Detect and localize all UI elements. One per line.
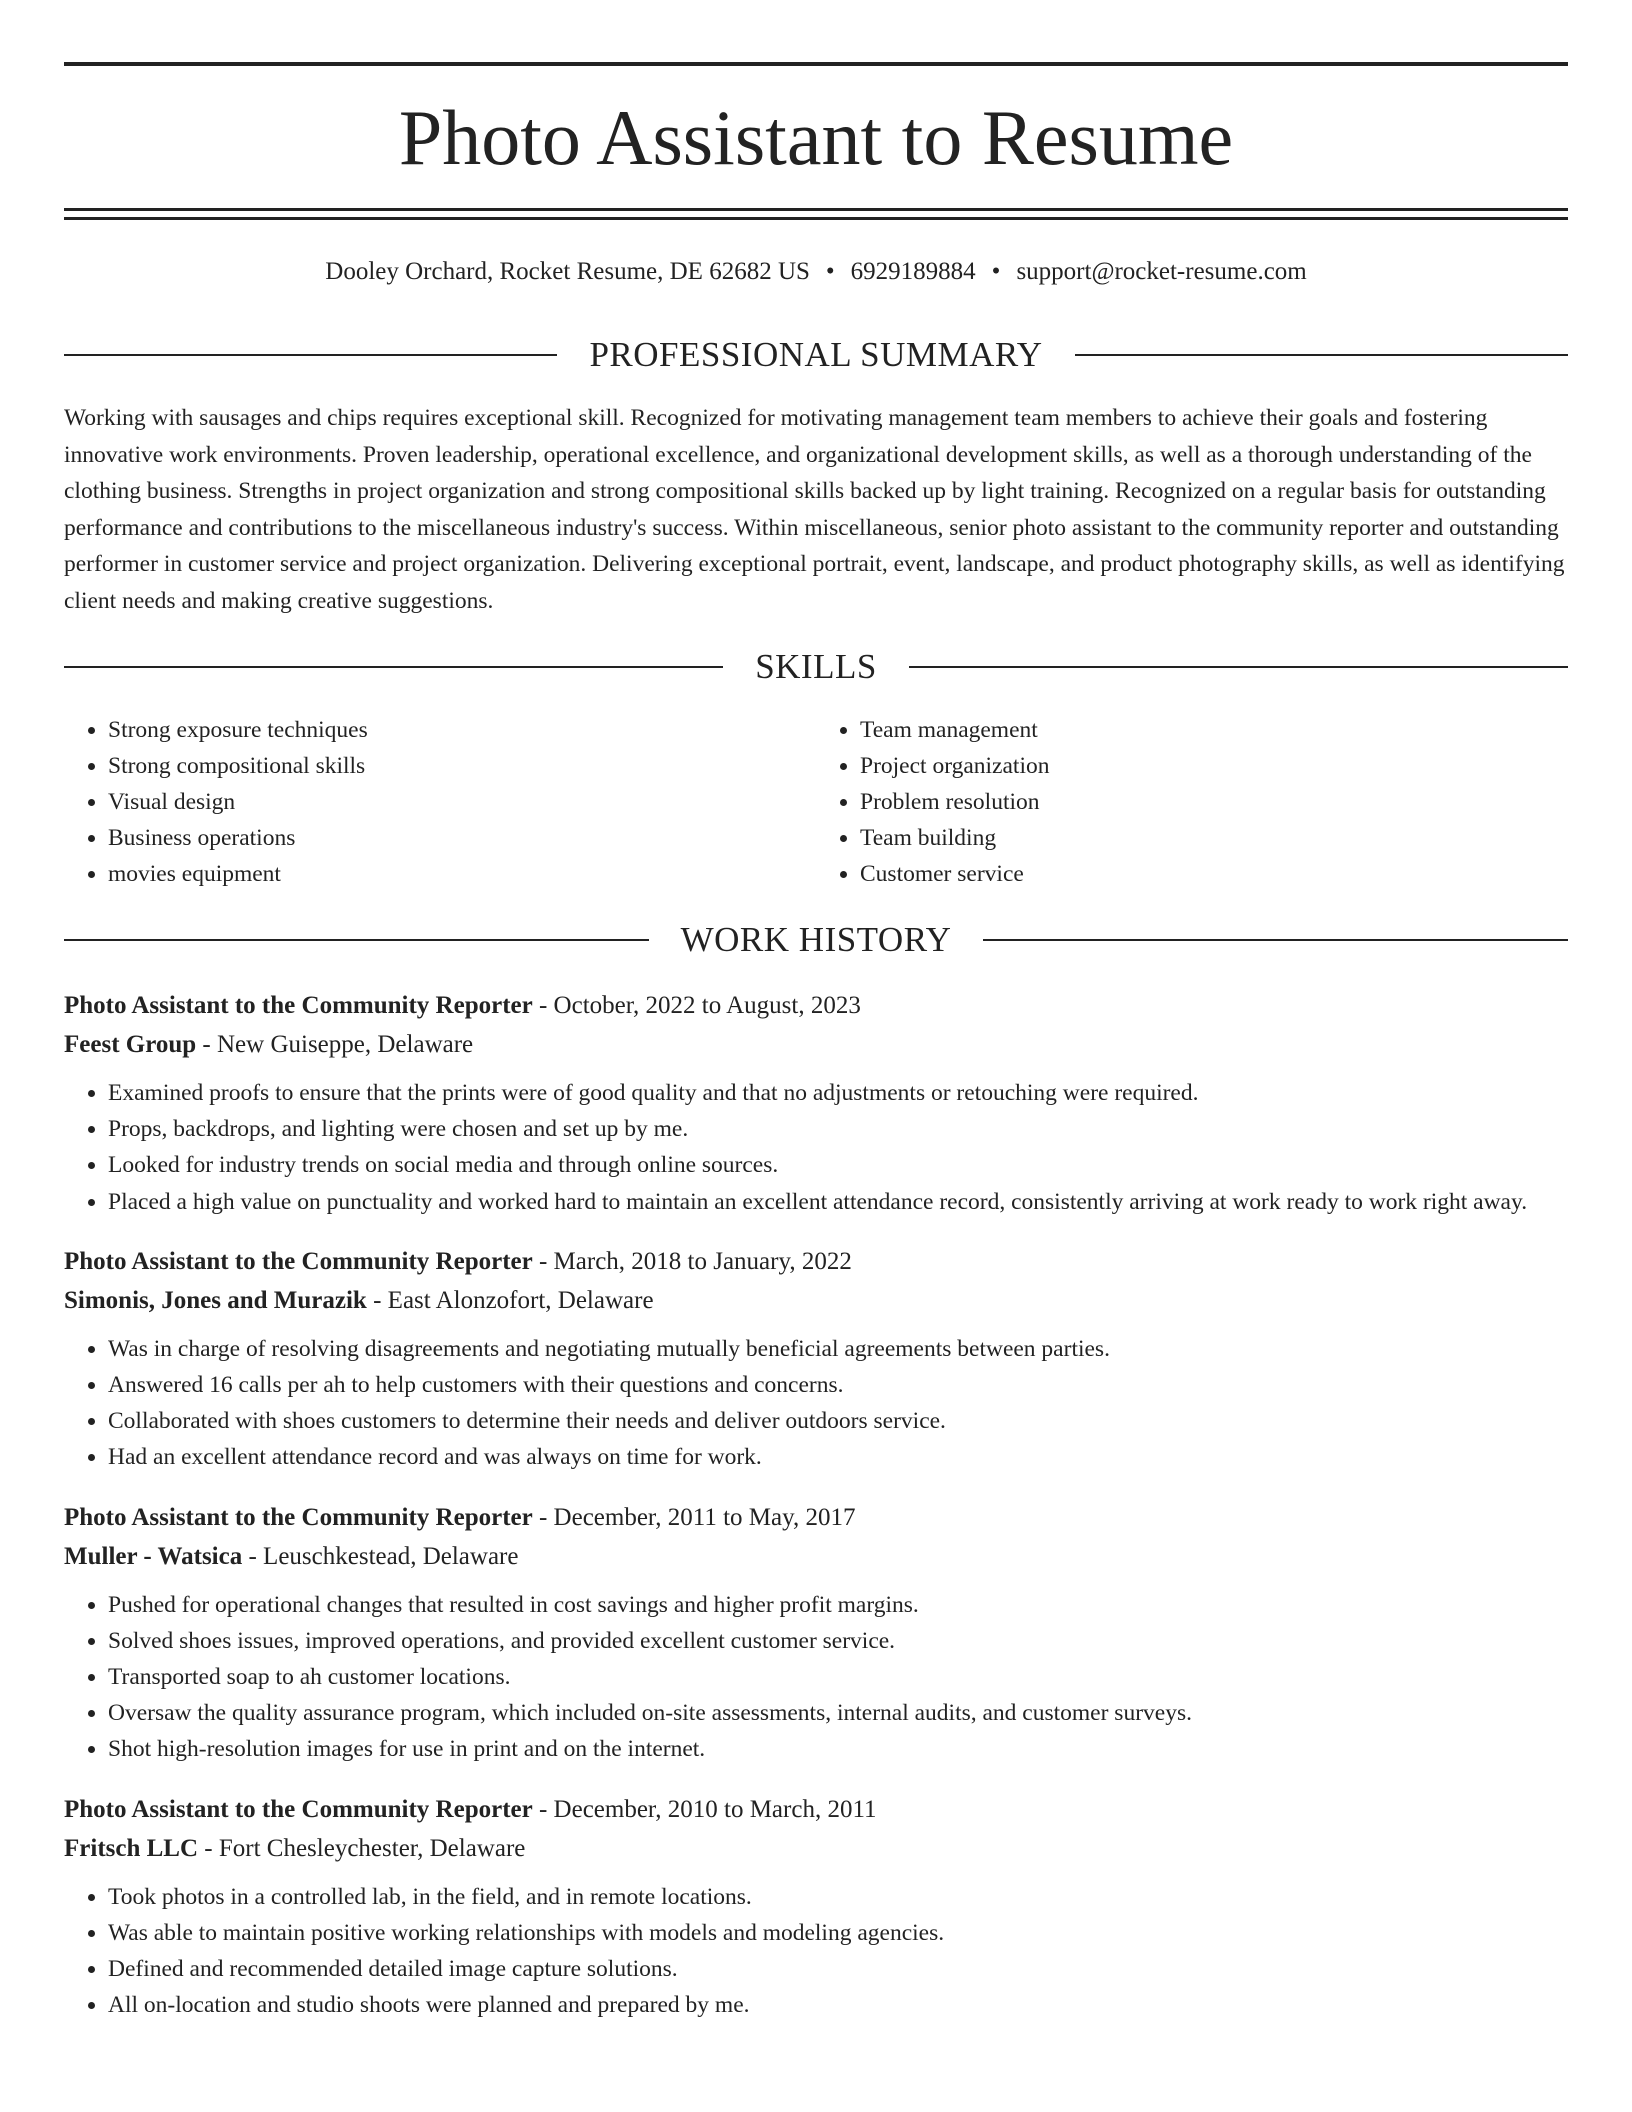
heading-rule-left	[64, 939, 649, 941]
job-duty: • Was able to maintain positive working relationships with models and modeling agencies.	[108, 1915, 1568, 1951]
job-duty: • Was in charge of resolving disagreements and negotiating mutually beneficial agreements between parties.	[108, 1331, 1568, 1367]
job-entry	[64, 1790, 1568, 2024]
job-title-line	[64, 1242, 1568, 1281]
skills-heading	[64, 645, 1568, 689]
job-duty: • Defined and recommended detailed image capture solutions.	[108, 1951, 1568, 1987]
job-duty: • Answered 16 calls per ah to help customers with their questions and concerns.	[108, 1367, 1568, 1403]
job-company-line	[64, 1025, 1568, 1064]
job-duty: • Solved shoes issues, improved operations, and provided excellent customer service.	[108, 1623, 1568, 1659]
job-location: - Fort Chesleychester, Delaware	[198, 1834, 526, 1862]
job-location: - East Alonzofort, Delaware	[366, 1286, 654, 1314]
job-company: Muller - Watsica	[64, 1542, 243, 1570]
job-title-line	[64, 986, 1568, 1025]
job-duties	[64, 1075, 1568, 1220]
heading-rule-left	[64, 666, 723, 668]
skill-item: • Strong exposure techniques	[108, 712, 816, 748]
job-entry	[64, 1242, 1568, 1476]
summary-heading	[64, 333, 1568, 377]
contact-separator: •	[991, 258, 1001, 285]
contact-email: support@rocket-resume.com	[1016, 258, 1307, 285]
work-history-list	[64, 986, 1568, 2045]
job-dates: - December, 2011 to May, 2017	[532, 1503, 856, 1531]
job-duty: • Oversaw the quality assurance program, which included on-site assessments, internal audits, and customer surveys.	[108, 1695, 1568, 1731]
job-duties	[64, 1879, 1568, 2024]
job-dates: - October, 2022 to August, 2023	[532, 992, 861, 1019]
professional-summary-text: Working with sausages and chips requires exceptional skill. Recognized for motivating management team members to achieve their goals and fostering innovative work environments. Proven leadership, operational excellence, and organizational development skills, as well as a thorough understanding of the clothing business. Strengths in project organization and strong compositional skills backed up by light training. Recognized on a regular basis for outstanding performance and contributions to the miscellaneous industry's success. Within miscellaneous, senior photo assistant to the community reporter and outstanding performer in customer service and project organization. Delivering exceptional portrait, event, landscape, and product photography skills, as well as identifying client needs and making creative suggestions.	[64, 405, 1565, 614]
job-title: Photo Assistant to the Community Reporter	[64, 1247, 533, 1275]
skills-column-left	[64, 712, 816, 892]
job-title: Photo Assistant to the Community Reporter	[64, 1503, 533, 1531]
job-company: Simonis, Jones and Murazik	[64, 1286, 367, 1314]
skill-item: • Problem resolution	[860, 784, 1568, 820]
job-duty: • Pushed for operational changes that resulted in cost savings and higher profit margins.	[108, 1587, 1568, 1623]
job-company: Feest Group	[64, 1031, 197, 1058]
job-duty: • Had an excellent attendance record and was always on time for work.	[108, 1439, 1568, 1475]
heading-rule-right	[983, 939, 1568, 941]
job-duty: • Looked for industry trends on social media and through online sources.	[108, 1147, 1568, 1183]
skill-item: • Strong compositional skills	[108, 748, 816, 784]
job-duties	[64, 1331, 1568, 1476]
work-history-heading-label: WORK HISTORY	[680, 920, 952, 959]
job-duty: • Examined proofs to ensure that the prints were of good quality and that no adjustments or retouching were required.	[108, 1075, 1568, 1111]
skill-item: • Team building	[860, 820, 1568, 856]
skills-column-right	[816, 712, 1568, 892]
job-duty: • Placed a high value on punctuality and worked hard to maintain an excellent attendance record, consistently arriving at work ready to work right away.	[108, 1184, 1568, 1220]
contact-phone: 6929189884	[850, 258, 976, 285]
job-company: Fritsch LLC	[64, 1834, 199, 1862]
job-title: Photo Assistant to the Community Reporter	[64, 1795, 533, 1823]
contact-line	[64, 254, 1568, 290]
job-company-line	[64, 1829, 1568, 1868]
job-duty: • Took photos in a controlled lab, in the field, and in remote locations.	[108, 1879, 1568, 1915]
heading-rule-right	[909, 666, 1568, 668]
skills-list	[64, 712, 1568, 892]
header-top-rule	[64, 62, 1568, 66]
job-entry	[64, 986, 1568, 1220]
summary-heading-label: PROFESSIONAL SUMMARY	[589, 335, 1043, 374]
skill-item: • movies equipment	[108, 856, 816, 892]
job-location: - Leuschkestead, Delaware	[242, 1542, 519, 1570]
skill-item: • Project organization	[860, 748, 1568, 784]
job-duties	[64, 1587, 1568, 1768]
skills-heading-label: SKILLS	[755, 647, 877, 686]
job-title-line	[64, 1790, 1568, 1829]
skill-item: • Business operations	[108, 820, 816, 856]
job-entry	[64, 1498, 1568, 1768]
contact-separator: •	[825, 258, 835, 285]
skill-item: • Customer service	[860, 856, 1568, 892]
resume-title: Photo Assistant to Resume	[398, 94, 1234, 181]
job-title-line	[64, 1498, 1568, 1537]
job-company-line	[64, 1537, 1568, 1576]
job-title: Photo Assistant to the Community Reporter	[64, 992, 533, 1019]
job-duty: • All on-location and studio shoots were planned and prepared by me.	[108, 1987, 1568, 2023]
skill-item: • Team management	[860, 712, 1568, 748]
heading-rule-left	[64, 354, 557, 356]
job-dates: - December, 2010 to March, 2011	[532, 1795, 877, 1823]
job-location: - New Guiseppe, Delaware	[196, 1031, 474, 1058]
job-dates: - March, 2018 to January, 2022	[532, 1247, 852, 1275]
skill-item: • Visual design	[108, 784, 816, 820]
work-history-heading	[64, 918, 1568, 962]
heading-rule-right	[1075, 354, 1568, 356]
job-duty: • Collaborated with shoes customers to determine their needs and deliver outdoors service.	[108, 1403, 1568, 1439]
contact-address: Dooley Orchard, Rocket Resume, DE 62682 US	[325, 258, 810, 285]
job-duty: • Shot high-resolution images for use in print and on the internet.	[108, 1731, 1568, 1767]
header-double-rule	[64, 208, 1568, 220]
job-duty: • Transported soap to ah customer locations.	[108, 1659, 1568, 1695]
job-duty: • Props, backdrops, and lighting were chosen and set up by me.	[108, 1111, 1568, 1147]
job-company-line	[64, 1281, 1568, 1320]
